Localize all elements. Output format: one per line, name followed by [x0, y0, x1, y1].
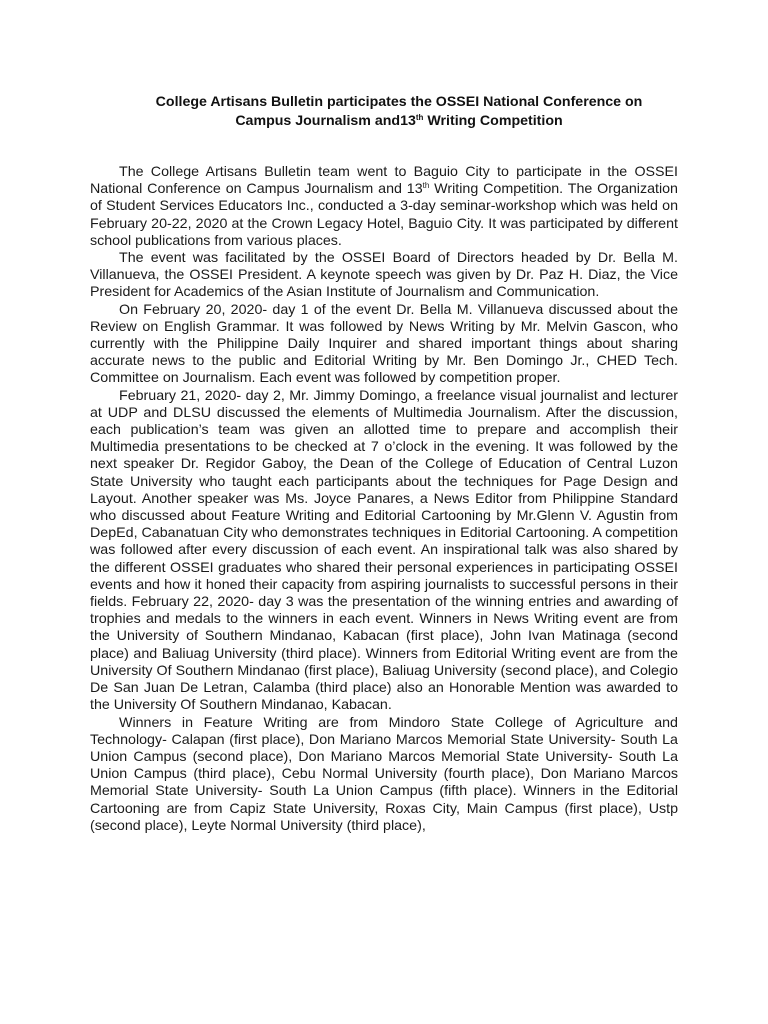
title-line-2-end: Writing Competition	[423, 113, 563, 129]
title-line-1: College Artisans Bulletin participates the OSSEI National Conference on	[155, 94, 643, 110]
title-line-2	[100, 112, 698, 131]
paragraph-facilitators: The event was facilitated by the OSSEI Board of Directors headed by Dr. Bella M. Villanueva, the OSSEI President. A keynote speech was given by Dr. Paz H. Diaz, the Vice President for Academics of the Asian Institute of Journalism and Communication.	[90, 250, 678, 301]
article-body	[90, 164, 678, 835]
title-ordinal-suffix: th	[415, 113, 424, 122]
paragraph-winners: Winners in Feature Writing are from Mindoro State College of Agriculture and Technology- Calapan (first place), Don Mariano Marcos Memorial State University- South La Union Campus (second place), Don Mariano Marcos Memorial State University- South La Union Campus (third place), Cebu Normal University (fourth place), Don Mariano Marcos Memorial State University- South La Union Campus (fifth place). Winners in the Editorial Cartooning are from Capiz State University, Roxas City, Main Campus (first place), Ustp (second place), Leyte Normal University (third place),	[90, 714, 678, 834]
article-title	[100, 93, 698, 131]
title-line-2-text: Campus Journalism and13	[235, 113, 416, 129]
paragraph-intro-ordinal-suffix: th	[422, 181, 430, 191]
paragraph-intro-end: Writing Competition. The Organization of Student Services Educators Inc., conducted a 3-day seminar-workshop which was held on February 20-22, 2020 at the Crown Legacy Hotel, Baguio City. It was participated by different school publications from various places.	[90, 181, 678, 249]
paragraph-intro-text: The College Artisans Bulletin team went to Baguio City to participate in the OSSEI National Conference on Campus Journalism and 13	[90, 164, 678, 198]
paragraph-day-1: On February 20, 2020- day 1 of the event Dr. Bella M. Villanueva discussed about the Review on English Grammar. It was followed by News Writing by Mr. Melvin Gascon, who currently with the Philippine Daily Inquirer and shared important things about sharing accurate news to the public and Editorial Writing by Mr. Ben Domingo Jr., CHED Tech. Committee on Journalism. Each event was followed by competition proper.	[90, 301, 678, 387]
paragraph-day-2-3: February 21, 2020- day 2, Mr. Jimmy Domingo, a freelance visual journalist and lecturer at UDP and DLSU discussed the elements of Multimedia Journalism. After the discussion, each publication’s team was given an allotted time to prepare and accomplish their Multimedia presentations to be checked at 7 o’clock in the evening. It was followed by the next speaker Dr. Regidor Gaboy, the Dean of the College of Education of Central Luzon State University who taught each participants about the techniques for Page Design and Layout. Another speaker was Ms. Joyce Panares, a News Editor from Philippine Standard who discussed about Feature Writing and Editorial Cartooning by Mr.Glenn V. Agustin from DepEd, Cabanatuan City who demonstrates techniques in Editorial Cartooning. A competition was followed after every discussion of each event. An inspirational talk was also shared by the different OSSEI graduates who shared their personal experiences in participating OSSEI events and how it honed their capacity from aspiring journalists to successful persons in their fields. February 22, 2020- day 3 was the presentation of the winning entries and awarding of trophies and medals to the winners in each event. Winners in News Writing event are from the University of Southern Mindanao, Kabacan (first place), John Ivan Matinaga (second place) and Baliuag University (third place). Winners from Editorial Writing event are from the University Of Southern Mindanao (first place), Baliuag University (second place), and Colegio De San Juan De Letran, Calamba (third place) also an Honorable Mention was awarded to the University Of Southern Mindanao, Kabacan.	[90, 387, 678, 714]
paragraph-intro	[90, 164, 678, 250]
